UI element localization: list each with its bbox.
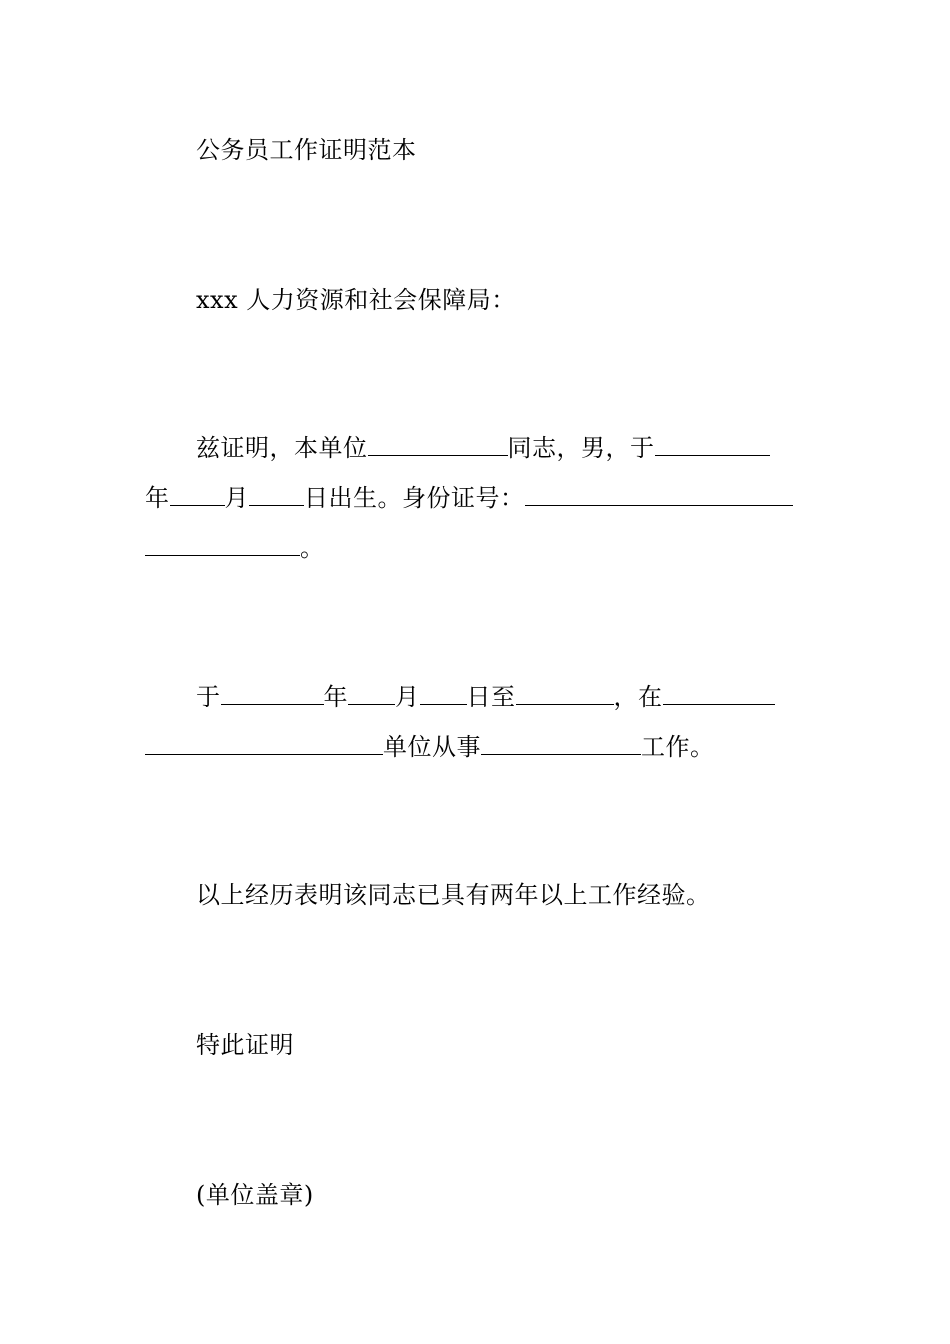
start-month-blank: [348, 682, 395, 705]
para2-text-a: 于: [196, 683, 221, 711]
para1-day-id: 日出生。身份证号：: [304, 484, 525, 512]
para1-line2: [145, 483, 793, 513]
para2-line1: [196, 682, 775, 712]
para2-month: 月: [395, 683, 420, 711]
para2-to: 日至: [466, 683, 516, 711]
birth-day-blank: [249, 483, 304, 506]
id-number-blank: [525, 483, 793, 506]
start-year-blank: [221, 682, 324, 705]
para2-line2: [145, 732, 715, 762]
experience-statement: 以上经历表明该同志已具有两年以上工作经验。: [196, 881, 711, 909]
closing-text: 特此证明: [196, 1031, 294, 1059]
addressee: xxx 人力资源和社会保障局：: [196, 286, 516, 314]
birth-month-blank: [170, 483, 225, 506]
para1-line1: [196, 433, 770, 463]
para1-year: 年: [145, 484, 170, 512]
para1-text-b: 同志，男，于: [507, 434, 655, 462]
para1-line3: [145, 533, 325, 563]
para1-month: 月: [224, 484, 249, 512]
para1-text-a: 兹证明，本单位: [196, 434, 368, 462]
job-blank: [481, 732, 641, 755]
document-title: 公务员工作证明范本: [196, 136, 417, 164]
start-day-blank: [420, 682, 467, 705]
para2-engaged: 单位从事: [383, 733, 481, 761]
para2-work: 工作。: [641, 733, 715, 761]
id-number-blank-cont: [145, 533, 300, 556]
unit-blank-cont: [145, 732, 383, 755]
unit-blank: [663, 682, 775, 705]
end-date-blank: [516, 682, 614, 705]
para2-at: ，在: [613, 683, 663, 711]
seal-placeholder: (单位盖章): [196, 1181, 314, 1209]
para2-year: 年: [323, 683, 348, 711]
para1-end: 。: [300, 534, 325, 562]
birth-year-blank: [655, 433, 770, 456]
name-blank: [368, 433, 508, 456]
